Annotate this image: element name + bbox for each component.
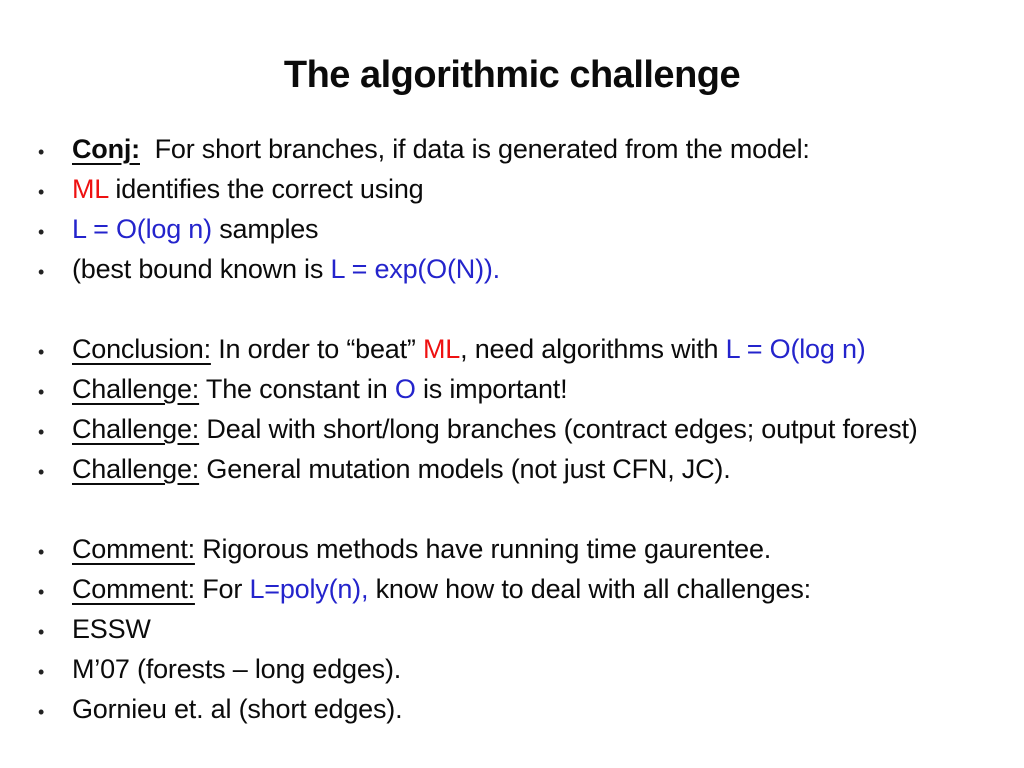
text-segment: L=poly(n), bbox=[249, 574, 369, 604]
bullet-icon: • bbox=[38, 182, 45, 202]
text-segment: L = O(log n) bbox=[725, 334, 866, 364]
list-item-text bbox=[72, 131, 810, 168]
list-item-text bbox=[72, 451, 731, 488]
list-item bbox=[38, 251, 1014, 291]
list-item bbox=[38, 211, 1014, 251]
text-segment: For short branches, if data is generated from the model: bbox=[139, 134, 810, 164]
list-item bbox=[38, 371, 1014, 411]
bullet-icon: • bbox=[38, 622, 45, 642]
bullet-group-3 bbox=[38, 531, 1014, 731]
text-segment: Deal with short/long branches (contract edges; output forest) bbox=[199, 414, 918, 444]
text-segment: ESSW bbox=[72, 614, 151, 644]
list-item-text bbox=[72, 531, 771, 568]
list-item bbox=[38, 611, 1014, 651]
list-item-text bbox=[72, 691, 402, 728]
bullet-group-1 bbox=[38, 131, 1014, 291]
bullet-icon: • bbox=[38, 142, 45, 162]
text-segment: Rigorous methods have running time gaurentee. bbox=[194, 534, 772, 564]
bullet-icon: • bbox=[38, 462, 45, 482]
text-segment: Conj: bbox=[72, 134, 140, 164]
bullet-icon: • bbox=[38, 542, 45, 562]
text-segment: For bbox=[194, 574, 250, 604]
text-segment: In order to “beat” bbox=[210, 334, 423, 364]
bullet-icon: • bbox=[38, 422, 45, 442]
text-segment: Gornieu et. al (short edges). bbox=[72, 694, 403, 724]
list-item-text bbox=[72, 571, 811, 608]
text-segment: identifies the correct using bbox=[108, 174, 424, 204]
text-segment: M’07 (forests – long edges). bbox=[72, 654, 402, 684]
text-segment: Comment: bbox=[72, 574, 195, 604]
text-segment: ML bbox=[423, 334, 461, 364]
text-segment: ML bbox=[72, 174, 109, 204]
bullet-icon: • bbox=[38, 702, 45, 722]
text-segment: The constant in bbox=[199, 374, 395, 404]
list-item-text bbox=[72, 251, 500, 288]
text-segment: is important! bbox=[415, 374, 568, 404]
text-segment: General mutation models (not just CFN, JC). bbox=[199, 454, 731, 484]
text-segment: know how to deal with all challenges: bbox=[368, 574, 811, 604]
bullet-icon: • bbox=[38, 262, 45, 282]
text-segment: Comment: bbox=[72, 534, 195, 564]
text-segment: Challenge: bbox=[72, 414, 200, 444]
bullet-icon: • bbox=[38, 222, 45, 242]
list-item bbox=[38, 171, 1014, 211]
slide-title: The algorithmic challenge bbox=[283, 54, 741, 96]
list-item-text bbox=[72, 651, 401, 688]
text-segment: Challenge: bbox=[72, 374, 200, 404]
list-item bbox=[38, 411, 1014, 451]
list-item bbox=[38, 131, 1014, 171]
bullet-content bbox=[38, 131, 1014, 731]
text-segment: L = exp(O(N)). bbox=[330, 254, 500, 284]
list-item bbox=[38, 451, 1014, 491]
bullet-icon: • bbox=[38, 662, 45, 682]
list-item-text bbox=[72, 411, 918, 448]
text-segment: samples bbox=[211, 214, 319, 244]
list-item bbox=[38, 691, 1014, 731]
text-segment: Challenge: bbox=[72, 454, 200, 484]
list-item bbox=[38, 571, 1014, 611]
bullet-icon: • bbox=[38, 342, 45, 362]
list-item-text bbox=[72, 371, 567, 408]
text-segment: (best bound known is bbox=[72, 254, 331, 284]
bullet-group-2 bbox=[38, 331, 1014, 491]
list-item-text bbox=[72, 611, 151, 648]
bullet-icon: • bbox=[38, 582, 45, 602]
list-item-text bbox=[72, 331, 866, 368]
bullet-icon: • bbox=[38, 382, 45, 402]
list-item-text bbox=[72, 171, 423, 208]
list-item-text bbox=[72, 211, 318, 248]
list-item bbox=[38, 331, 1014, 371]
list-item bbox=[38, 531, 1014, 571]
text-segment: , need algorithms with bbox=[460, 334, 726, 364]
list-item bbox=[38, 651, 1014, 691]
text-segment: L = O(log n) bbox=[72, 214, 212, 244]
text-segment: O bbox=[394, 374, 416, 404]
text-segment: Conclusion: bbox=[72, 334, 211, 364]
